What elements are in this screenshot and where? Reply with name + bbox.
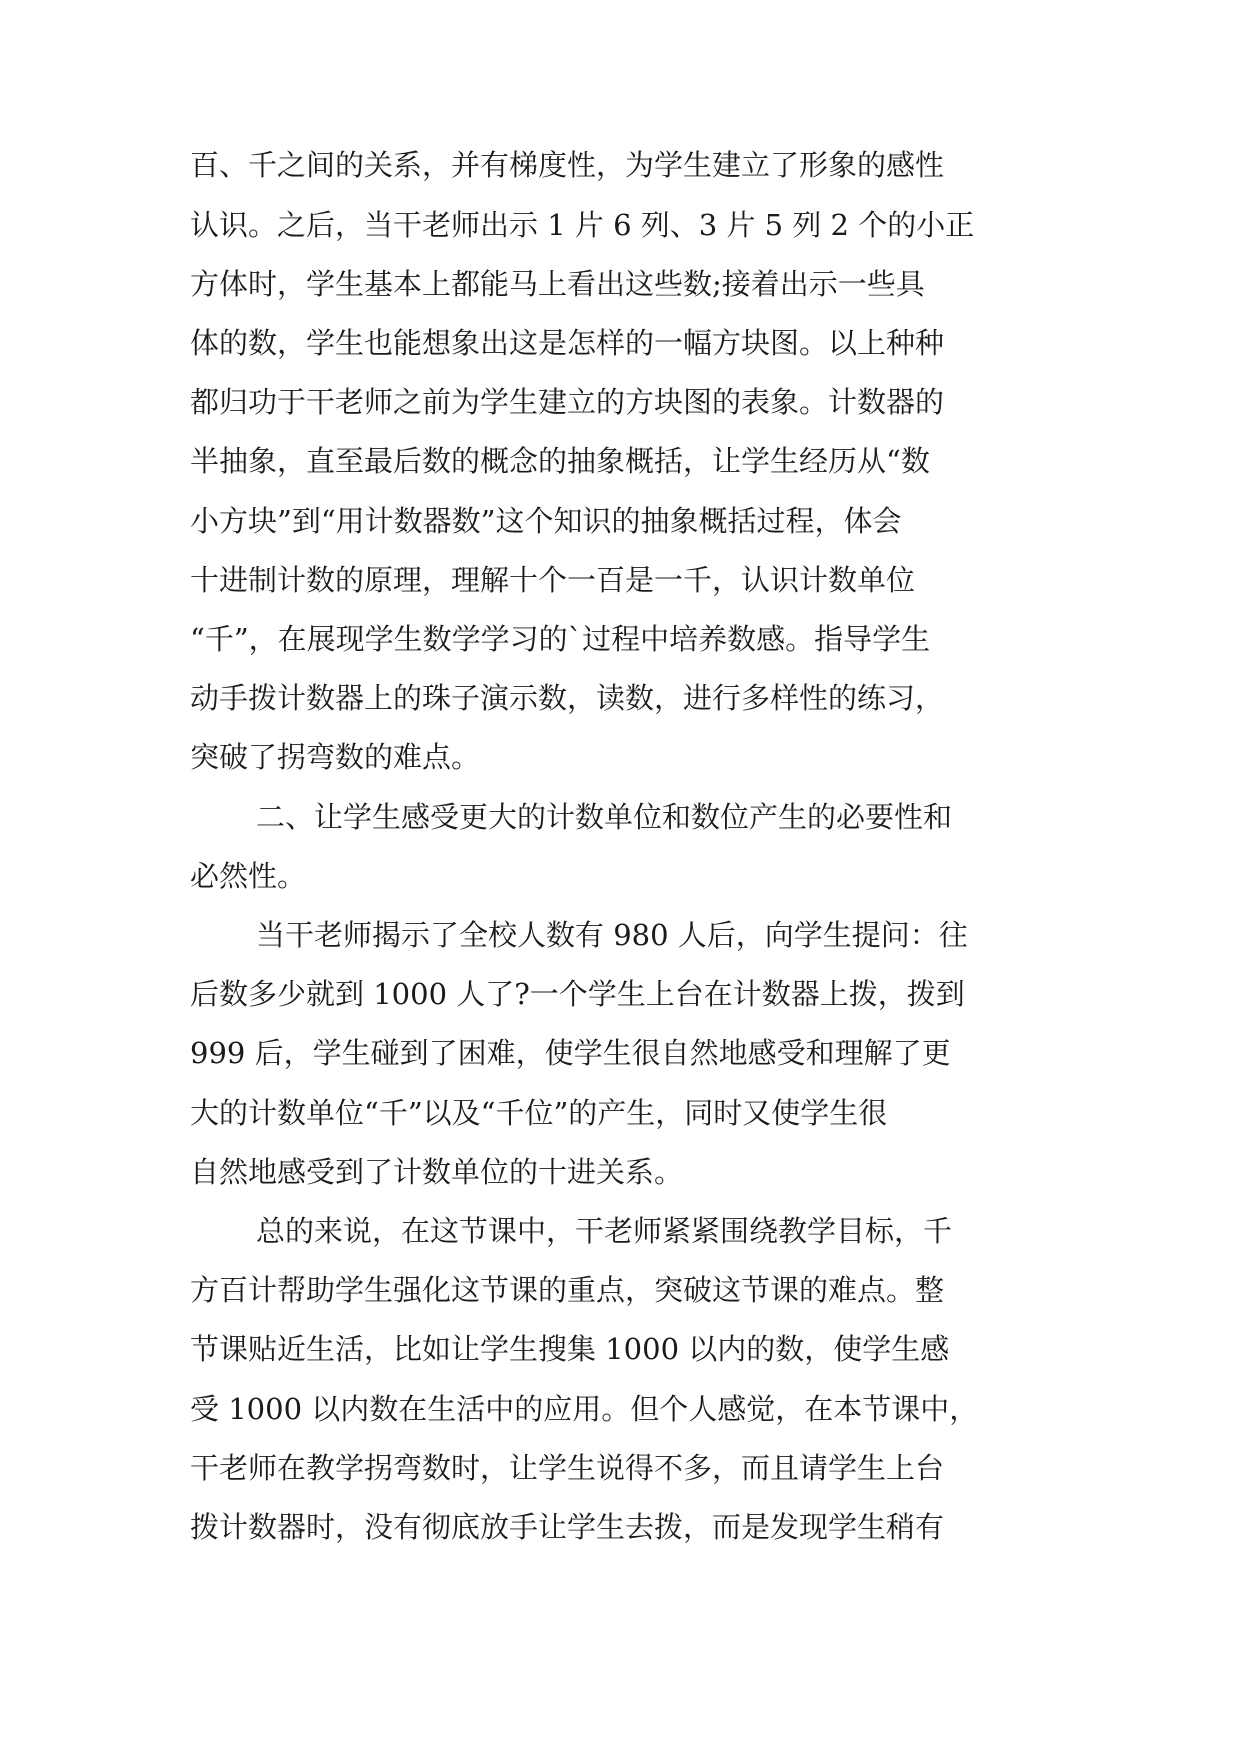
text-line: 突破了拐弯数的难点。 <box>190 740 481 774</box>
text-line: 都归功于干老师之前为学生建立的方块图的表象。计数器的 <box>190 385 945 419</box>
text-line: 动手拨计数器上的珠子演示数，读数，进行多样性的练习， <box>190 681 945 715</box>
text-line: 体的数，学生也能想象出这是怎样的一幅方块图。以上种种 <box>190 326 945 360</box>
text-line: 999 后，学生碰到了困难，使学生很自然地感受和理解了更 <box>190 1036 951 1070</box>
text-line: 受 1000 以内数在生活中的应用。但个人感觉，在本节课中， <box>190 1392 979 1426</box>
text-line: 小方块”到“用计数器数”这个知识的抽象概括过程，体会 <box>190 504 902 538</box>
text-line: 十进制计数的原理，理解十个一百是一千，认识计数单位 <box>190 563 916 597</box>
section-heading: 二、让学生感受更大的计数单位和数位产生的必要性和 <box>256 800 953 834</box>
text-line: 方百计帮助学生强化这节课的重点，突破这节课的难点。整 <box>190 1273 945 1307</box>
text-line: 半抽象，直至最后数的概念的抽象概括，让学生经历从“数 <box>190 444 930 478</box>
text-line: 干老师在教学拐弯数时，让学生说得不多，而且请学生上台 <box>190 1451 945 1485</box>
paragraph-start: 总的来说，在这节课中，干老师紧紧围绕教学目标，千 <box>256 1214 953 1248</box>
text-line: “千”，在展现学生数学学习的`过程中培养数感。指导学生 <box>190 622 931 656</box>
text-line: 后数多少就到 1000 人了?一个学生上台在计数器上拨，拨到 <box>190 977 965 1011</box>
text-line: 认识。之后，当干老师出示 1 片 6 列、3 片 5 列 2 个的小正 <box>190 208 975 242</box>
text-line: 拨计数器时，没有彻底放手让学生去拨，而是发现学生稍有 <box>190 1510 945 1544</box>
text-line: 百、千之间的关系，并有梯度性，为学生建立了形象的感性 <box>190 148 945 182</box>
section-heading-continued: 必然性。 <box>190 859 307 893</box>
paragraph-start: 当干老师揭示了全校人数有 980 人后，向学生提问：往 <box>256 918 968 952</box>
text-line: 大的计数单位“千”以及“千位”的产生，同时又使学生很 <box>190 1096 888 1130</box>
text-line: 方体时，学生基本上都能马上看出这些数;接着出示一些具 <box>190 267 925 301</box>
text-line: 自然地感受到了计数单位的十进关系。 <box>190 1155 684 1189</box>
text-line: 节课贴近生活，比如让学生搜集 1000 以内的数，使学生感 <box>190 1332 950 1366</box>
